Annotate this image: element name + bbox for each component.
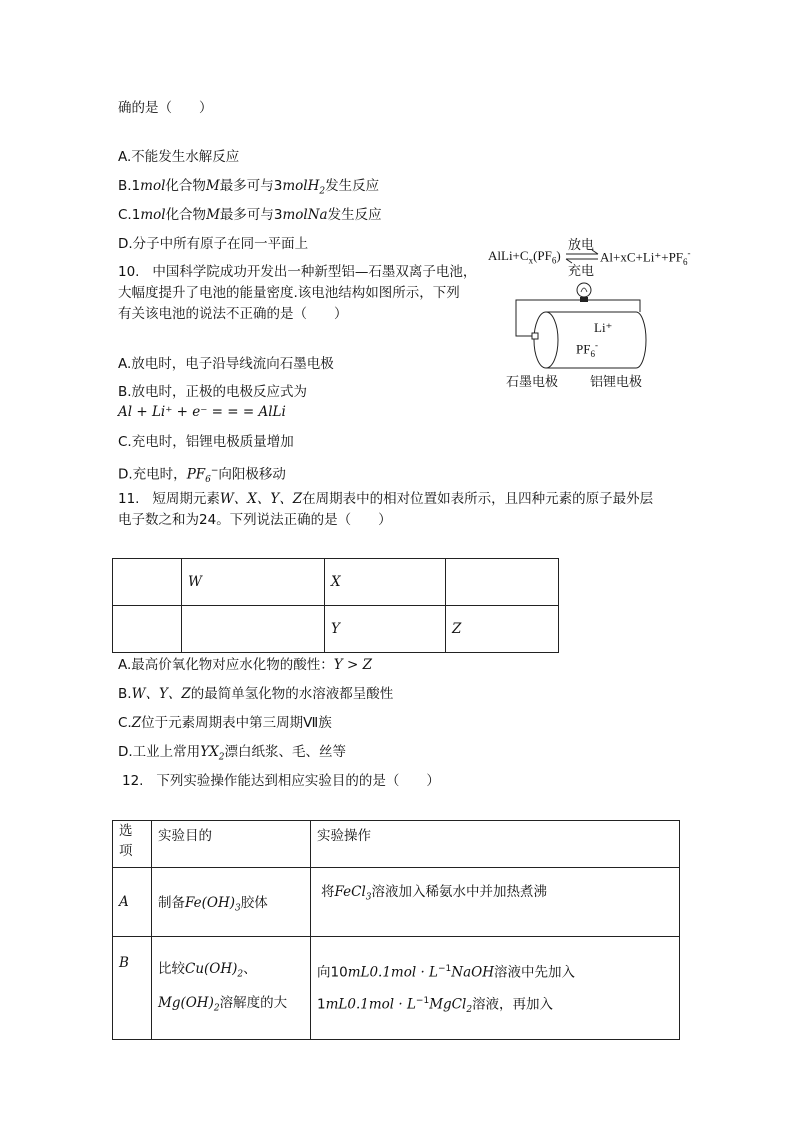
table-cell: Y bbox=[325, 606, 446, 653]
pf6-ion-label: $PF_6^-$ bbox=[576, 340, 598, 359]
table-header-row bbox=[113, 821, 680, 868]
q10-option-a: A.放电时，电子沿导线流向石墨电极 bbox=[118, 356, 334, 372]
graphite-terminal bbox=[532, 333, 538, 339]
q10-option-d: D.充电时，$PF_6^-$向阳极移动 bbox=[118, 466, 286, 486]
header-goal: 实验目的 bbox=[152, 821, 311, 868]
row-operation: 向$10mL0.1mol \cdot L^{-1}NaOH$溶液中先加入 $1mL0.1mol \cdot L^{-1}MgCl_2$溶液，再加入 bbox=[311, 937, 680, 1040]
q10-stem-line3: 有关该电池的说法不正确的是（ ） bbox=[118, 306, 348, 322]
table-row bbox=[113, 937, 680, 1040]
experiment-table bbox=[112, 820, 680, 1040]
battery-diagram bbox=[486, 232, 696, 392]
alli-electrode-label: 铝锂电极 bbox=[590, 375, 643, 390]
q11-option-c: C.Z位于元素周期表中第三周期Ⅶ族 bbox=[118, 715, 332, 731]
q10-option-b: B.放电时，正极的电极反应式为 bbox=[118, 384, 308, 400]
row-option: A bbox=[113, 868, 152, 937]
row-goal: 制备$Fe(OH)_3$胶体 bbox=[152, 868, 311, 937]
q11-stem-line2: 电子数之和为24。下列说法正确的是（ ） bbox=[118, 512, 392, 528]
q11-stem-line1: 11. 短周期元素W、X、Y、Z在周期表中的相对位置如表所示，且四种元素的原子最外层 bbox=[118, 491, 654, 507]
header-operation: 实验操作 bbox=[311, 821, 680, 868]
table-row bbox=[113, 606, 559, 653]
q9-option-d: D.分子中所有原子在同一平面上 bbox=[118, 236, 309, 252]
q11-option-a: A.最高价氧化物对应水化物的酸性：Y > Z bbox=[118, 657, 372, 673]
periodic-position-table bbox=[112, 558, 559, 653]
q9-option-b: B.1mol化合物M最多可与3molH$_2$发生反应 bbox=[118, 178, 380, 197]
q10-option-c: C.充电时，铝锂电极质量增加 bbox=[118, 434, 294, 450]
q12-stem: 12. 下列实验操作能达到相应实验目的的是（ ） bbox=[122, 773, 440, 789]
table-cell: Z bbox=[446, 606, 559, 653]
row-operation: 将FeCl$_3$溶液加入稀氨水中并加热煮沸 bbox=[311, 868, 680, 937]
li-ion-label: Li⁺ bbox=[594, 320, 613, 335]
graphite-electrode-label: 石墨电极 bbox=[506, 375, 559, 390]
discharge-label: 放电 bbox=[568, 237, 595, 252]
table-cell: W bbox=[182, 559, 325, 606]
table-row bbox=[113, 559, 559, 606]
row-option: B bbox=[113, 937, 152, 1040]
q10-stem-line1: 10. 中国科学院成功开发出一种新型铝—石墨双离子电池， bbox=[118, 264, 477, 280]
table-cell bbox=[113, 559, 182, 606]
table-row bbox=[113, 868, 680, 937]
table-cell bbox=[182, 606, 325, 653]
battery-drawing bbox=[486, 232, 696, 392]
lightbulb-icon bbox=[577, 283, 591, 302]
reaction-left: $AlLi+C_x(PF_6)$ bbox=[488, 248, 561, 266]
row-goal: 比较$Cu(OH)_2$、 $Mg(OH)_2$溶解度的大 bbox=[152, 937, 311, 1040]
q11-option-d: D.工业上常用$YX_2$漂白纸浆、毛、丝等 bbox=[118, 744, 346, 763]
reaction-right: $Al+xC+Li^++PF_6^-$ bbox=[600, 248, 691, 267]
header-option: 选 项 bbox=[113, 821, 152, 868]
table-cell: X bbox=[325, 559, 446, 606]
table-cell bbox=[113, 606, 182, 653]
q11-option-b: B.W、Y、Z的最简单氢化物的水溶液都呈酸性 bbox=[118, 686, 394, 702]
q10-stem-line2: 大幅度提升了电池的能量密度.该电池结构如图所示，下列 bbox=[118, 285, 460, 301]
q10-option-b-equation: Al + Li⁺ + e⁻ = = = AlLi bbox=[118, 404, 286, 420]
wire-right bbox=[588, 300, 640, 312]
charge-label: 充电 bbox=[568, 263, 595, 278]
q9-option-c: C.1mol化合物M最多可与3molNa发生反应 bbox=[118, 207, 382, 223]
q9-stem-tail: 确的是（ ） bbox=[118, 100, 213, 116]
table-cell bbox=[446, 559, 559, 606]
q9-option-a: A.不能发生水解反应 bbox=[118, 149, 240, 165]
